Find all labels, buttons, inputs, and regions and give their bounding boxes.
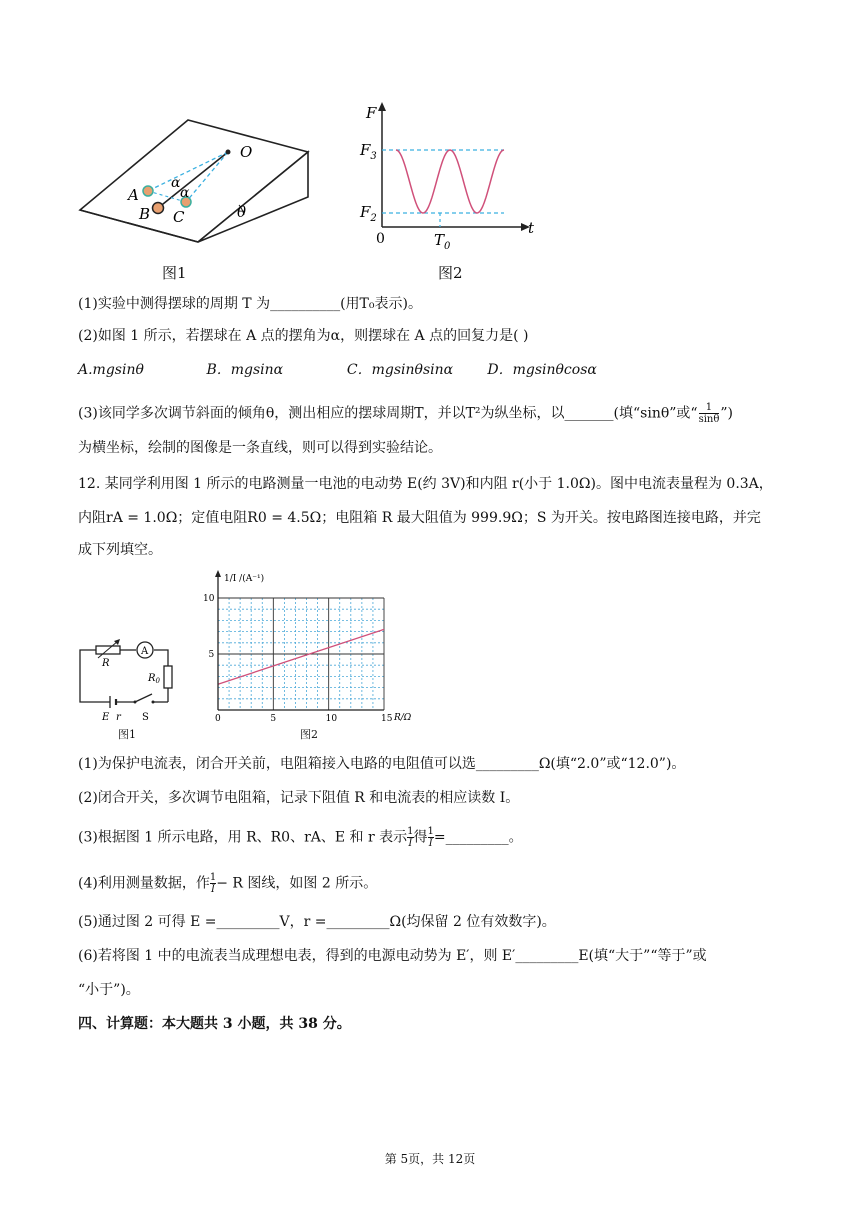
internal-r-label: r	[116, 712, 121, 723]
q12-step3: (3)根据图 1 所示电路，用 R、R0、rA、E 和 r 表示 $\frac{1}{I}$ 得 $\frac{1}{I}$ =_________。	[78, 826, 523, 849]
circuit-diagram	[76, 636, 182, 728]
pendulum-incline-figure	[76, 112, 316, 247]
label-A: A	[128, 186, 139, 204]
y-tick-label: 10	[203, 594, 215, 604]
label-F3: $F_3$	[360, 141, 377, 162]
label-B: B	[139, 205, 151, 223]
option-b: B．mgsinα	[206, 362, 284, 378]
q12-step4: (4)利用测量数据，作 $\frac{1}{I}$ − R 图线，如图 2 所示。	[78, 872, 378, 895]
option-c: C．mgsinθsinα	[346, 362, 454, 378]
x-tick-label: 0	[215, 714, 221, 724]
label-F2: $F_2$	[360, 203, 377, 224]
q12-step2: (2)闭合开关，多次调节电阻箱，记录下阻值 R 和电流表的相应读数 I。	[78, 790, 520, 806]
q12-step5: (5)通过图 2 可得 E =_________V，r =_________Ω(均保留 2 位有效数字)。	[78, 914, 556, 930]
label-C: C	[173, 208, 185, 226]
q12-intro-line3: 成下列填空。	[78, 542, 162, 558]
chart-xlabel: R/Ω	[394, 713, 412, 723]
force-time-graph	[352, 100, 542, 250]
x-tick-label: 10	[325, 714, 338, 724]
figure-1-caption: 图1	[162, 264, 187, 282]
option-d: D．mgsinθcosα	[487, 362, 597, 378]
graph-caption: 图2	[300, 728, 318, 741]
inverse-current-vs-resistance-chart	[192, 568, 422, 728]
circuit-caption: 图1	[118, 728, 136, 741]
page-footer: 第 5页，共 12页	[384, 1152, 476, 1166]
q11-part3-line2: 为横坐标，绘制的图像是一条直线，则可以得到实验结论。	[78, 440, 442, 456]
switch-label: S	[142, 712, 149, 723]
figure-2-caption: 图2	[438, 264, 463, 282]
label-alpha-1: α	[171, 175, 181, 191]
section-4-heading: 四、计算题：本大题共 3 小题，共 38 分。	[78, 1016, 351, 1032]
q11-part3-line1: (3)该同学多次调节斜面的倾角θ，测出相应的摆球周期T，并以T²为纵坐标，以_______(填“sinθ”或“ $\frac{1}{\sin\theta}$ ”)	[78, 402, 734, 425]
q12-step6-line1: (6)若将图 1 中的电流表当成理想电表，得到的电源电动势为 E′，则 E′_________E(填“大于”“等于”或	[78, 948, 707, 964]
q12-step6-line2: “小于”)。	[78, 982, 140, 998]
label-O: O	[240, 143, 253, 161]
q12-intro-line1: 12. 某同学利用图 1 所示的电路测量一电池的电动势 E(约 3V)和内阻 r(小于 1.0Ω)。图中电流表量程为 0.3A，	[78, 476, 773, 492]
q12-intro-line2: 内阻rA = 1.0Ω；定值电阻R0 = 4.5Ω；电阻箱 R 最大阻值为 999.9Ω；S 为开关。按电路图连接电路，并完	[78, 510, 761, 526]
q11-part2: (2)如图 1 所示，若摆球在 A 点的摆角为α，则摆球在 A 点的回复力是( )	[78, 328, 529, 344]
label-theta: θ	[237, 203, 247, 221]
emf-label: E	[102, 712, 110, 723]
label-t-axis: t	[528, 219, 535, 237]
x-tick-label: 5	[270, 714, 277, 724]
label-origin: 0	[376, 231, 385, 247]
q11-part1: (1)实验中测得摆球的周期 T 为__________(用T₀表示)。	[78, 296, 422, 312]
q12-step1: (1)为保护电流表，闭合开关前，电阻箱接入电路的电阻值可以选_________Ω(填“2.0”或“12.0”)。	[78, 756, 686, 772]
q11-options	[78, 360, 597, 380]
label-F-axis: F	[366, 104, 377, 122]
y-tick-label: 5	[208, 650, 215, 660]
ammeter-label: A	[141, 646, 149, 657]
option-a: A.mgsinθ	[78, 362, 144, 378]
x-tick-label: 15	[381, 714, 393, 724]
r0-label: $R_0$	[148, 673, 160, 685]
chart-ylabel: 1/I /(A⁻¹)	[224, 574, 265, 584]
label-alpha-2: α	[180, 185, 190, 201]
rheostat-label: R	[102, 658, 110, 669]
label-T0: $T_0$	[434, 231, 451, 250]
